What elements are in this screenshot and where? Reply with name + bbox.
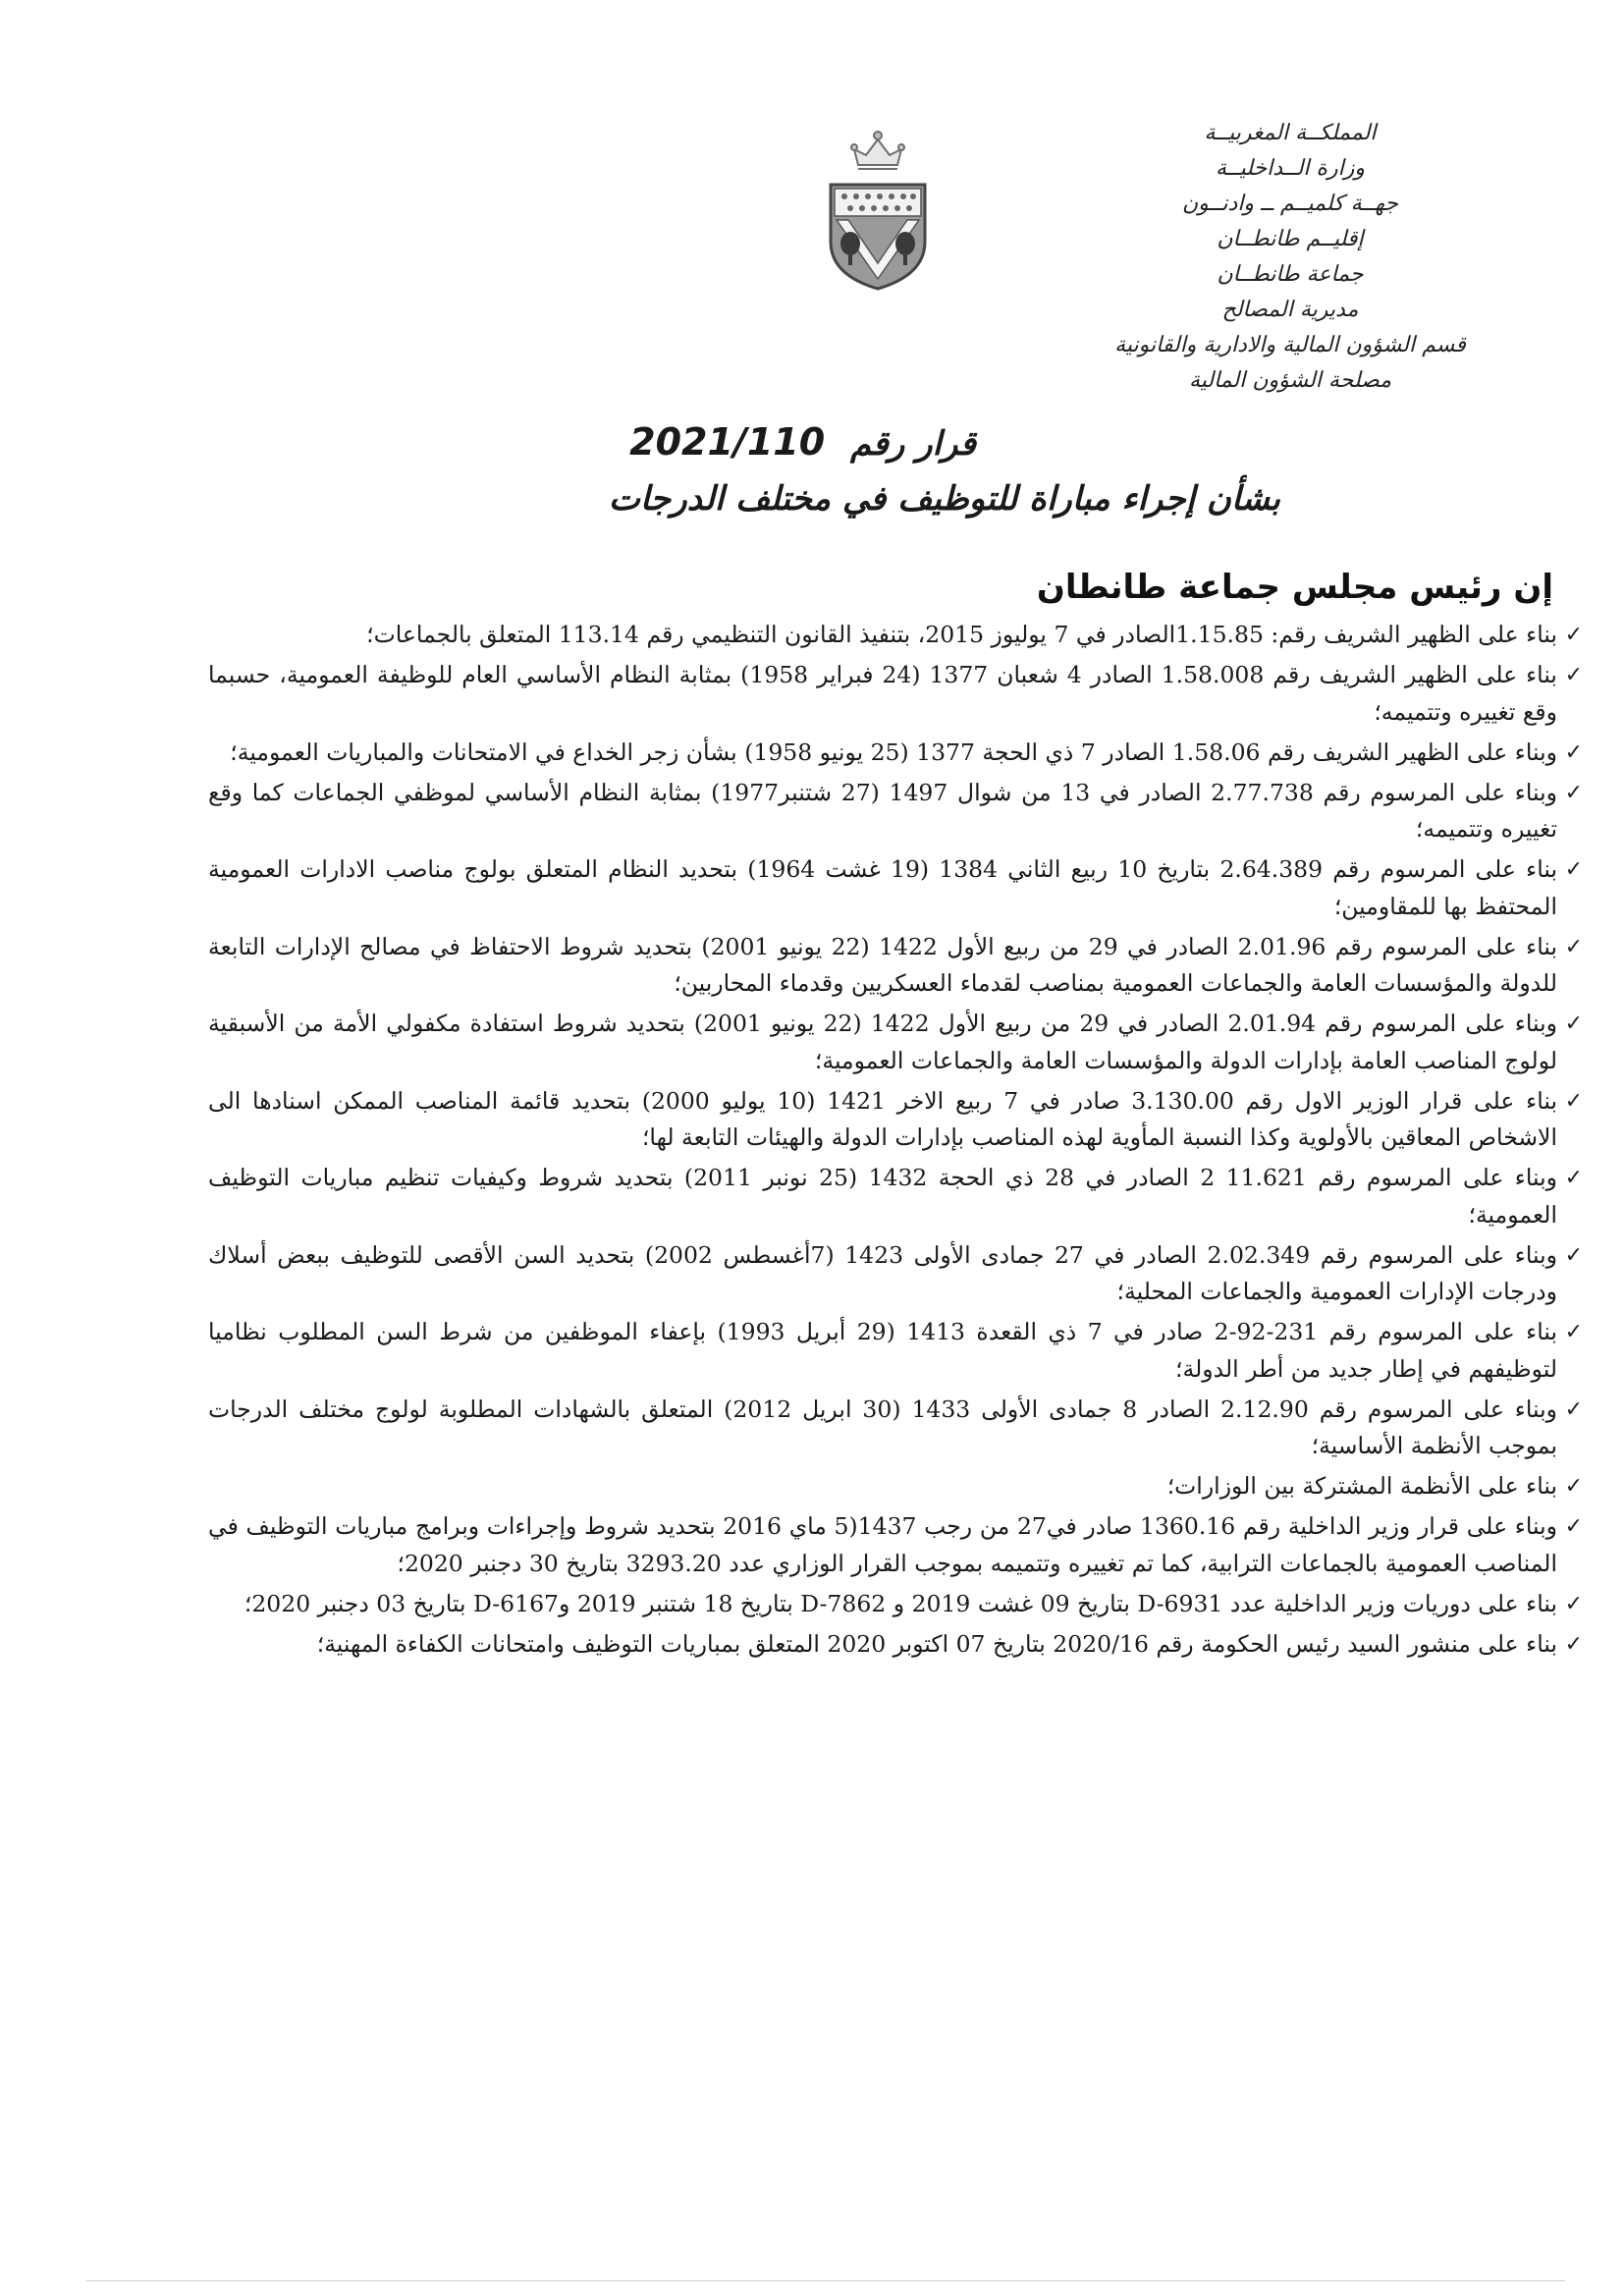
legal-basis-list: [208, 617, 1583, 1667]
page-bottom-rule: [86, 2280, 1565, 2281]
checkmark-icon: ✓: [1564, 1514, 1583, 1539]
checkmark-icon: ✓: [1564, 780, 1583, 805]
letterhead-region: جهــة كلميــم ــ وادنــون: [1181, 191, 1398, 216]
checkmark-icon: ✓: [1564, 1474, 1583, 1499]
letterhead-directorate: مديرية المصالح: [1221, 298, 1359, 322]
checkmark-icon: ✓: [1564, 1591, 1583, 1616]
letterhead-service: مصلحة الشؤون المالية: [1188, 368, 1392, 393]
legal-basis-item: [208, 1586, 1583, 1623]
legal-basis-text: وبناء على المرسوم رقم 2.01.94 الصادر في 29 من ربيع الأول 1422 (22 يونيو 2001) بتحديد شروط استفادة مكفولي الأمة من الأسبقية لولوج المناصب العامة بإدارات الدولة والمؤسسات العامة والجماعات العمومية؛: [208, 1010, 1558, 1074]
checkmark-icon: ✓: [1564, 663, 1583, 687]
legal-basis-text: بناء على الظهير الشريف رقم: 1.15.85الصادر في 7 يوليوز 2015، بتنفيذ القانون التنظيمي رقم 113.14 المتعلق بالجماعات؛: [366, 621, 1557, 648]
letterhead-province: إقليــم طانطــان: [1217, 227, 1364, 251]
legal-basis-text: بناء على قرار الوزير الاول رقم 3.130.00 صادر في 7 ربيع الاخر 1421 (10 يوليو 2000) بتحديد قائمة المناصب الممكن اسنادها الى الاشخاص المعاقين بالأولوية وكذا النسبة المأوية لهذه المناصب بإدارات الدولة والهيئات التابعة لها؛: [208, 1086, 1558, 1151]
checkmark-icon: ✓: [1564, 739, 1583, 765]
checkmark-icon: ✓: [1564, 1631, 1583, 1657]
legal-basis-item: [208, 929, 1583, 1003]
decision-title: [629, 420, 976, 464]
legal-basis-item: [208, 1314, 1583, 1388]
letterhead: [996, 116, 1585, 399]
legal-basis-item: [208, 1392, 1583, 1465]
checkmark-icon: ✓: [1564, 1166, 1583, 1190]
legal-basis-text: وبناء على المرسوم رقم 2.12.90 الصادر 8 جمادى الأولى 1433 (30 ابريل 2012) المتعلق بالشهادات المطلوبة لولوج مختلف الدرجات بموجب الأنظمة الأساسية؛: [208, 1394, 1557, 1459]
checkmark-icon: ✓: [1564, 1011, 1583, 1036]
decision-label: قرار رقم: [849, 424, 976, 464]
legal-basis-item: [208, 1508, 1583, 1582]
legal-basis-text: بناء على المرسوم رقم 2.64.389 بتاريخ 10 ربيع الثاني 1384 (19 غشت 1964) بتحديد النظام المتعلق بولوج مناصب الادارات العمومية المحتفظ بها للمقاومين؛: [208, 855, 1557, 920]
letterhead-commune: جماعة طانطــان: [1217, 262, 1364, 287]
legal-basis-text: وبناء على المرسوم رقم 11.621 2 الصادر في 28 ذي الحجة 1432 (25 نونبر 2011) بتحديد شروط وكيفيات تنظيم مباريات التوظيف العمومية؛: [208, 1164, 1557, 1229]
legal-basis-item: [208, 1626, 1583, 1664]
checkmark-icon: ✓: [1564, 1088, 1583, 1114]
letterhead-kingdom: المملكــة المغربيــة: [1204, 121, 1377, 145]
coat-of-arms-emblem: [817, 126, 939, 295]
decision-subject: بشأن إجراء مباراة للتوظيف في مختلف الدرجات: [608, 479, 1280, 519]
legal-basis-item: [208, 1160, 1583, 1233]
checkmark-icon: ✓: [1564, 857, 1583, 882]
checkmark-icon: ✓: [1564, 623, 1583, 647]
legal-basis-item: [208, 657, 1583, 731]
legal-basis-text: بناء على الأنظمة المشتركة بين الوزارات؛: [1166, 1472, 1557, 1500]
crown-icon: [851, 132, 904, 169]
checkmark-icon: ✓: [1564, 934, 1583, 959]
legal-basis-text: بناء على الظهير الشريف رقم 1.58.008 الصادر 4 شعبان 1377 (24 فبراير 1958) بمثابة النظام الأساسي العام للوظيفة العمومية، حسبما وقع تغييره وتتميمه؛: [208, 661, 1557, 726]
legal-basis-item: [208, 1468, 1583, 1505]
legal-basis-item: [208, 775, 1583, 848]
checkmark-icon: ✓: [1564, 1242, 1583, 1268]
legal-basis-item: [208, 851, 1583, 925]
legal-basis-text: وبناء على قرار وزير الداخلية رقم 1360.16 صادر في27 من رجب 1437(5 ماي 2016 بتحديد شروط وإجراءات وبرامج مباريات التوظيف في المناصب العمومية بالجماعات الترابية، كما تم تغييره وتتميمه بموجب القرار الوزاري عدد 3293.20 بتاريخ 30 دجنبر 2020؛: [208, 1512, 1557, 1577]
checkmark-icon: ✓: [1564, 1320, 1583, 1344]
legal-basis-text: بناء على المرسوم رقم 231-92-2 صادر في 7 ذي القعدة 1413 (29 أبريل 1993) بإعفاء الموظفين من شرط السن المطلوب نظاميا لتوظيفهم في إطار جديد من أطر الدولة؛: [208, 1318, 1557, 1383]
legal-basis-item: [208, 735, 1583, 772]
legal-basis-text: وبناء على المرسوم رقم 2.77.738 الصادر في 13 من شوال 1497 (27 شتنبر1977) بمثابة النظام الأساسي لموظفي الجماعات كما وقع تغييره وتتميمه؛: [208, 778, 1557, 843]
legal-basis-text: بناء على المرسوم رقم 2.01.96 الصادر في 29 من ربيع الأول 1422 (22 يونيو 2001) بتحديد شروط الاحتفاظ في مصالح الإدارات التابعة للدولة والمؤسسات العامة والجماعات العمومية بمناصب لقدماء العسكريين وقدماء المحاربين؛: [208, 932, 1557, 997]
legal-basis-item: [208, 1237, 1583, 1311]
legal-basis-item: [208, 617, 1583, 654]
legal-basis-text: وبناء على المرسوم رقم 2.02.349 الصادر في 27 جمادى الأولى 1423 (7أغسطس 2002) بتحديد السن الأقصى للتوظيف ببعض أسلاك ودرجات الإدارات العمومية والجماعات المحلية؛: [208, 1240, 1557, 1305]
legal-basis-text: وبناء على الظهير الشريف رقم 1.58.06 الصادر 7 ذي الحجة 1377 (25 يونيو 1958) بشأن زجر الخداع في الامتحانات والمباريات العمومية؛: [230, 738, 1557, 766]
legal-basis-text: بناء على دوريات وزير الداخلية عدد D-6931 بتاريخ 09 غشت 2019 و D-7862 بتاريخ 18 شتنبر 2019 وD-6167 بتاريخ 03 دجنبر 2020؛: [244, 1589, 1557, 1617]
legal-basis-item: [208, 1083, 1583, 1157]
legal-basis-text: بناء على منشور السيد رئيس الحكومة رقم 2020/16 بتاريخ 07 اكتوبر 2020 المتعلق بمباريات التوظيف وامتحانات الكفاءة المهنية؛: [316, 1629, 1557, 1658]
decision-number: 2021/110: [629, 420, 826, 464]
legal-basis-item: [208, 1006, 1583, 1079]
letterhead-ministry: وزارة الــداخليــة: [1215, 156, 1366, 181]
president-heading: إن رئيس مجلس جماعة طانطان: [1036, 568, 1553, 607]
letterhead-division: قسم الشؤون المالية والادارية والقانونية: [1114, 333, 1466, 357]
checkmark-icon: ✓: [1564, 1396, 1583, 1422]
